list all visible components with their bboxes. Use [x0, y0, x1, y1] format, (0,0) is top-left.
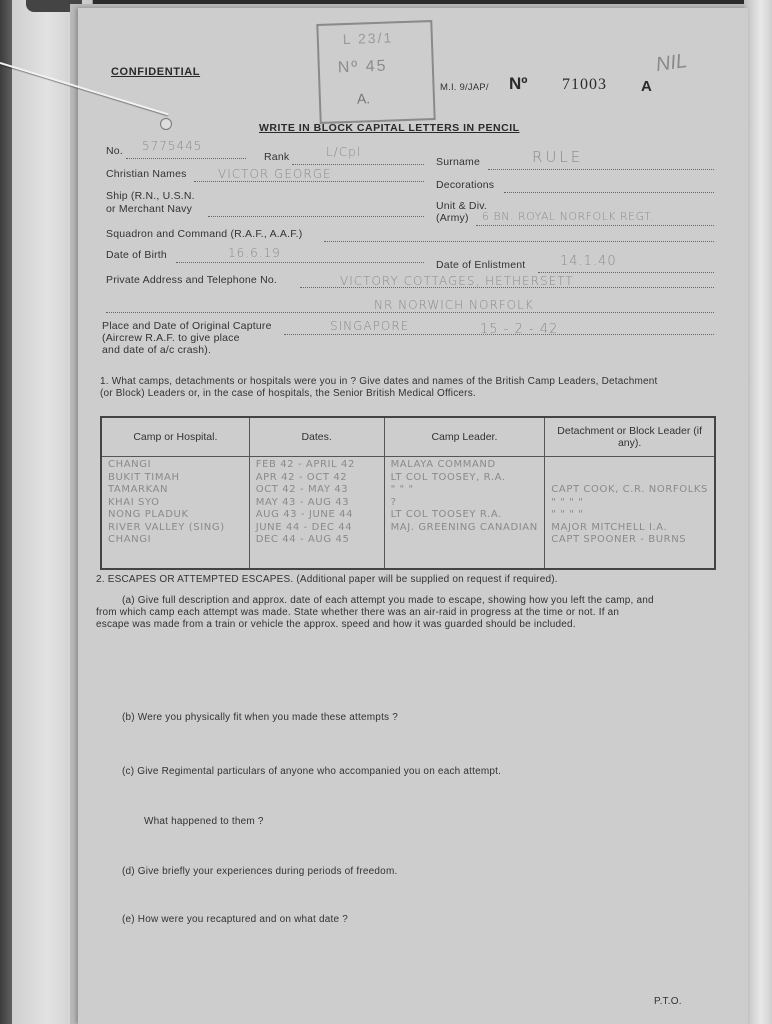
nil-annotation: NIL: [654, 49, 689, 77]
confidential-heading: CONFIDENTIAL: [111, 66, 201, 78]
detachment-entry: CAPT COOK, C.R. NORFOLKS: [551, 484, 708, 495]
camp-entry: CHANGI: [108, 459, 152, 470]
camp-entry: RIVER VALLEY (SING): [108, 521, 225, 533]
question-2a-text: (a) Give full description and approx. date of each attempt you made to escape, showing how you left the camp, and: [122, 595, 654, 606]
squadron-label: Squadron and Command (R.A.F., A.A.F.): [106, 228, 303, 240]
unit-label-2: (Army): [436, 212, 469, 224]
rank-line: [292, 164, 424, 165]
rank-value: L/Cpl: [326, 145, 362, 159]
camp-entry: TAMARKAN: [108, 484, 169, 495]
camp-entry: BUKIT TIMAH: [108, 471, 180, 483]
detachment-entry: " " " ": [551, 509, 584, 520]
unit-value: 6 BN. ROYAL NORFOLK REGT.: [482, 210, 655, 223]
string-knot: [160, 118, 172, 130]
stamp-line-3: A.: [356, 90, 371, 107]
registry-stamp: [316, 20, 435, 124]
leader-entry: LT COL TOOSEY, R.A.: [390, 471, 506, 483]
stamp-line-2: Nº 45: [337, 57, 388, 77]
leader-entry: " " ": [390, 484, 414, 495]
question-2b-text: (b) Were you physically fit when you made these attempts ?: [122, 712, 398, 723]
leader-entry: ?: [390, 496, 397, 508]
camp-table: [100, 416, 716, 570]
leader-entry: LT COL TOOSEY R.A.: [390, 509, 502, 520]
capture-date-value: 15 - 2 - 42: [480, 322, 559, 337]
decorations-label: Decorations: [436, 179, 495, 191]
capture-place-value: SINGAPORE: [330, 319, 410, 333]
question-1-text-2: (or Block) Leaders or, in the case of hospitals, the Senior British Medical Officers.: [100, 388, 476, 399]
header-detachment: Detachment or Block Leader (if any).: [545, 417, 715, 457]
camp-table-header: [101, 417, 715, 457]
question-1-text: 1. What camps, detachments or hospitals were you in ? Give dates and names of the British Camp Leaders, Detachment: [100, 376, 658, 387]
leader-entry: MALAYA COMMAND: [390, 459, 496, 470]
date-entry: MAY 43 - AUG 43: [255, 496, 350, 508]
capture-label-3: and date of a/c crash).: [102, 344, 212, 356]
surname-label: Surname: [436, 156, 481, 168]
dates-column: [249, 457, 384, 570]
date-entry: DEC 44 - AUG 45: [255, 534, 350, 545]
questionnaire-form: [78, 8, 748, 1024]
ship-label: Ship (R.N., U.S.N.: [106, 190, 195, 202]
no-label: No.: [106, 145, 123, 157]
service-number-value: 5775445: [142, 139, 203, 153]
detachment-entry: [551, 472, 708, 485]
address-value-2: NR NORWICH NORFOLK: [374, 298, 534, 312]
christian-names-label: Christian Names: [106, 168, 187, 180]
date-entry: OCT 42 - MAY 43: [255, 484, 349, 495]
date-entry: AUG 43 - JUNE 44: [255, 509, 354, 520]
header-dates: Dates.: [249, 417, 384, 457]
detachment-entry: CAPT SPOONER - BURNS: [551, 534, 687, 545]
date-entry: APR 42 - OCT 42: [255, 471, 348, 483]
ship-line: [208, 216, 424, 217]
camp-entry: CHANGI: [108, 534, 152, 545]
question-2a-text-3: escape was made from a train or vehicle the approx. speed and how it was guarded should be included.: [96, 619, 576, 630]
no-line: [126, 158, 246, 159]
camp-column: [101, 457, 249, 570]
leader-column: [384, 457, 545, 570]
form-number: 71003: [562, 76, 607, 93]
camp-entry: KHAI SYO: [108, 496, 160, 508]
surname-line: [488, 169, 714, 170]
header-camp-leader: Camp Leader.: [384, 417, 545, 457]
unit-line: [476, 225, 714, 226]
surname-value: RULE: [532, 148, 584, 166]
rank-label: Rank: [264, 151, 290, 163]
header-camp: Camp or Hospital.: [101, 417, 249, 457]
number-symbol: Nº: [509, 74, 528, 93]
leader-entry: MAJ. GREENING CANADIAN: [390, 521, 538, 533]
date-entry: JUNE 44 - DEC 44: [255, 521, 353, 533]
stamp-line-1: L 23/1: [342, 29, 394, 48]
question-2c-text: (c) Give Regimental particulars of anyone who accompanied you on each attempt.: [122, 766, 502, 777]
address-line-2: [106, 312, 714, 313]
squadron-line: [324, 241, 714, 242]
table-row: [101, 457, 715, 570]
detachment-column: [545, 457, 715, 570]
christian-names-value: VICTOR GEORGE: [218, 167, 332, 181]
question-2a-text-2: from which camp each attempt was made. State whether there was an air-raid in progress at the time or not. If an: [96, 607, 620, 618]
address-label: Private Address and Telephone No.: [106, 274, 278, 286]
decorations-line: [504, 192, 714, 193]
question-2c-followup: What happened to them ?: [144, 816, 264, 827]
enlistment-label: Date of Enlistment: [436, 259, 526, 271]
capture-label: Place and Date of Original Capture: [102, 320, 272, 332]
detachment-entry: MAJOR MITCHELL I.A.: [551, 521, 668, 533]
date-entry: FEB 42 - APRIL 42: [255, 459, 355, 470]
leader-entry: [391, 534, 539, 547]
dob-line: [176, 262, 424, 263]
ship-label-2: or Merchant Navy: [106, 203, 193, 215]
pto-note: P.T.O.: [654, 996, 682, 1007]
question-2-heading: 2. ESCAPES OR ATTEMPTED ESCAPES. (Additional paper will be supplied on request if required).: [96, 574, 558, 585]
unit-label: Unit & Div.: [436, 200, 488, 212]
question-2d-text: (d) Give briefly your experiences during periods of freedom.: [122, 866, 398, 877]
detachment-entry: [551, 459, 708, 472]
address-value-1: VICTORY COTTAGES, HETHERSETT: [340, 274, 574, 288]
dob-label: Date of Birth: [106, 249, 167, 261]
form-suffix: A: [641, 78, 652, 95]
detachment-entry: " " " ": [551, 496, 584, 508]
enlistment-value: 14.1.40: [560, 254, 617, 269]
enlistment-line: [538, 272, 714, 273]
page-stack-edge: [744, 0, 772, 1024]
instruction-heading: WRITE IN BLOCK CAPITAL LETTERS IN PENCIL: [259, 122, 520, 134]
dob-value: 16.6.19: [228, 246, 281, 260]
christian-names-line: [194, 181, 424, 182]
mi-reference: M.I. 9/JAP/: [440, 82, 489, 93]
question-2e-text: (e) How were you recaptured and on what date ?: [122, 914, 348, 925]
capture-label-2: (Aircrew R.A.F. to give place: [102, 332, 240, 344]
camp-entry: NONG PLADUK: [108, 509, 189, 520]
